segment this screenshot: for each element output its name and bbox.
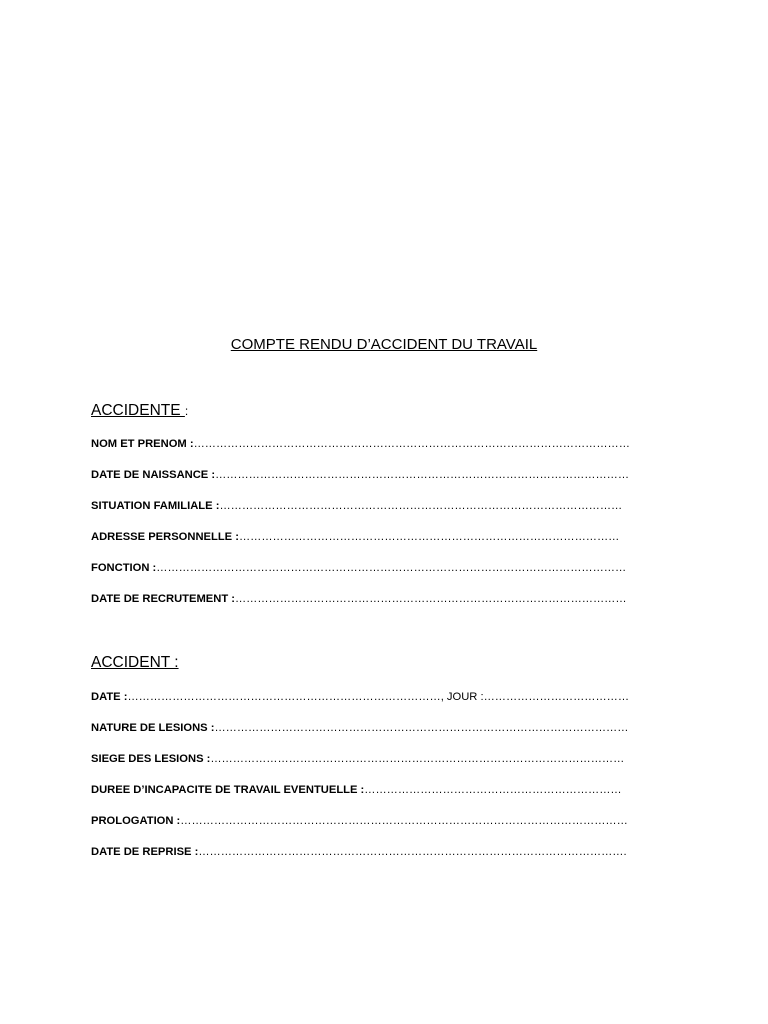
section-heading-accidente: [91, 402, 188, 420]
field-label: DATE DE RECRUTEMENT :: [91, 593, 235, 605]
field-fonction: [91, 562, 626, 574]
field-label: ADRESSE PERSONNELLE :: [91, 531, 239, 543]
field-label: NATURE DE LESIONS :: [91, 722, 215, 734]
section-heading-accidente-text: ACCIDENTE: [91, 402, 185, 419]
section-heading-accident: [91, 654, 179, 672]
field-blank: …………………………………………………………………………………………: [238, 531, 620, 543]
field-blank: …………………………………………………………………………………………………: [214, 722, 629, 734]
field-label: DATE :: [91, 691, 128, 703]
field-blank: ………………………………………………………………………………………………………………: [156, 562, 627, 574]
field-duree-incapacite: [91, 784, 622, 796]
field-label: SITUATION FAMILIALE :: [91, 500, 220, 512]
field-label: PROLOGATION :: [91, 815, 181, 827]
field-label: DATE DE NAISSANCE :: [91, 469, 216, 481]
field-date-jour-heure: [91, 691, 629, 703]
field-blank: …………………………………………………………………………………………………………: [180, 815, 628, 827]
field-label: NOM ET PRENOM :: [91, 438, 194, 450]
field-label: DATE DE REPRISE :: [91, 846, 199, 858]
field-blank: …………………………………………………………………………………………………: [210, 753, 625, 765]
field-date-de-recrutement: [91, 593, 627, 605]
field-date-de-naissance: [91, 469, 629, 481]
field-blank: …………………………………………………………………………………………………….: [198, 846, 627, 858]
field-blank: …………………………………………………………………………………………………: [215, 469, 630, 481]
field-siege-des-lesions: [91, 753, 624, 765]
field-blank: ………………………………………………………………………………………………………: [193, 438, 630, 450]
field-label: DUREE D’INCAPACITE DE TRAVAIL EVENTUELLE :: [91, 784, 365, 796]
field-blank: ……………………………………………………………: [364, 784, 622, 796]
field-label: FONCTION :: [91, 562, 157, 574]
field-nature-de-lesions: [91, 722, 628, 734]
field-adresse-personnelle: [91, 531, 619, 543]
section-heading-accident-text: ACCIDENT :: [91, 654, 179, 671]
document-title: COMPTE RENDU D’ACCIDENT DU TRAVAIL: [230, 336, 538, 353]
field-prologation: [91, 815, 628, 827]
field-label: SIEGE DES LESIONS :: [91, 753, 211, 765]
field-date-de-reprise: [91, 846, 627, 858]
field-blank: ……………………………………………………………………………………………: [234, 593, 627, 605]
field-blank: ………………………………………………………………………………………………: [219, 500, 623, 512]
field-blank: …………………………………………………………………………, JOUR :…………………………………: [127, 691, 630, 703]
field-nom-et-prenom: [91, 438, 630, 450]
section-heading-accidente-colon: :: [184, 404, 189, 418]
field-situation-familiale: [91, 500, 622, 512]
